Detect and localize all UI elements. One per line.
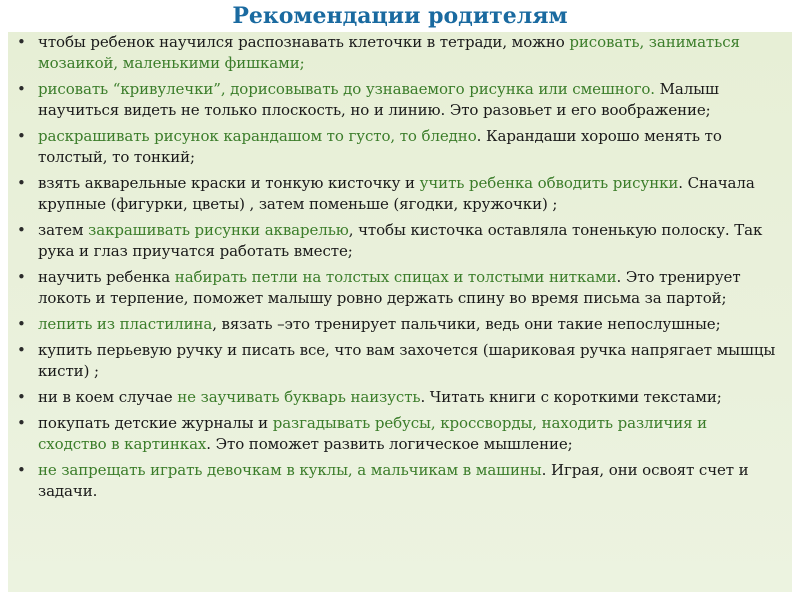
item-text: покупать детские журналы и: [38, 414, 273, 432]
list-item: [17, 267, 780, 309]
highlighted-text: лепить из пластилина: [38, 315, 213, 333]
list-item: [17, 79, 780, 121]
highlighted-text: набирать петли на толстых спицах и толстыми нитками: [174, 268, 617, 286]
item-text: . Играя, они освоят счет и задачи.: [38, 461, 749, 500]
item-text: , чтобы кисточка оставляла тоненькую полоску. Так рука и глаз приучатся работать вместе;: [38, 221, 763, 260]
highlighted-text: не запрещать играть девочкам в куклы, а мальчикам в машины: [38, 461, 542, 479]
list-item: [17, 314, 780, 335]
list-item: [17, 460, 780, 502]
bullet-icon: •: [17, 174, 26, 192]
bullet-icon: •: [17, 315, 26, 333]
list-item: [17, 32, 780, 74]
bullet-icon: •: [17, 127, 26, 145]
bullet-icon: •: [17, 461, 26, 479]
item-text: научить ребенка: [38, 268, 175, 286]
bullet-icon: •: [17, 268, 26, 286]
item-text: , вязать –это тренирует пальчики, ведь они такие непослушные;: [212, 315, 721, 333]
bullet-icon: •: [17, 341, 26, 359]
item-text: ни в коем случае: [38, 388, 178, 406]
item-text: . Это тренирует локоть и терпение, поможет малышу ровно держать спину во время письма за партой;: [38, 268, 741, 307]
item-text: взять акварельные краски и тонкую кисточку и: [38, 174, 420, 192]
item-text: чтобы ребенок научился распознавать клеточки в тетради, можно: [38, 33, 570, 51]
bullet-list: [8, 32, 792, 502]
item-text: . Карандаши хорошо менять то толстый, то тонкий;: [38, 127, 722, 166]
bullet-icon: •: [17, 80, 26, 98]
item-text: Малыш научиться видеть не только плоскость, но и линию. Это разовьет и его воображение;: [38, 80, 719, 119]
list-item: [17, 413, 780, 455]
highlighted-text: рисовать, заниматься мозаикой, маленькими фишками;: [38, 33, 740, 72]
item-text: купить перьевую ручку и писать все, что вам захочется (шариковая ручка напрягает мышцы кисти) ;: [38, 341, 776, 380]
highlighted-text: учить ребенка обводить рисунки: [419, 174, 679, 192]
list-item: [17, 220, 780, 262]
item-text: затем: [38, 221, 89, 239]
highlighted-text: рисовать “кривулечки”, дорисовывать до узнаваемого рисунка или смешного.: [38, 80, 655, 98]
highlighted-text: закрашивать рисунки акварелью: [88, 221, 349, 239]
item-text: . Это поможет развить логическое мышление;: [206, 435, 573, 453]
bullet-icon: •: [17, 388, 26, 406]
highlighted-text: не заучивать букварь наизусть: [177, 388, 421, 406]
bullet-icon: •: [17, 221, 26, 239]
page-title: Рекомендации родителям: [0, 0, 800, 32]
item-text: . Сначала крупные (фигурки, цветы) , затем поменьше (ягодки, кружочки) ;: [38, 174, 755, 213]
highlighted-text: разгадывать ребусы, кроссворды, находить различия и сходство в картинках: [38, 414, 708, 453]
bullet-icon: •: [17, 414, 26, 432]
list-item: [17, 126, 780, 168]
list-item: [17, 387, 780, 408]
highlighted-text: раскрашивать рисунок карандашом то густо, то бледно: [38, 127, 477, 145]
content-panel: [8, 32, 792, 592]
list-item: [17, 173, 780, 215]
list-item: [17, 340, 780, 382]
item-text: . Читать книги с короткими текстами;: [420, 388, 722, 406]
bullet-icon: •: [17, 33, 26, 51]
